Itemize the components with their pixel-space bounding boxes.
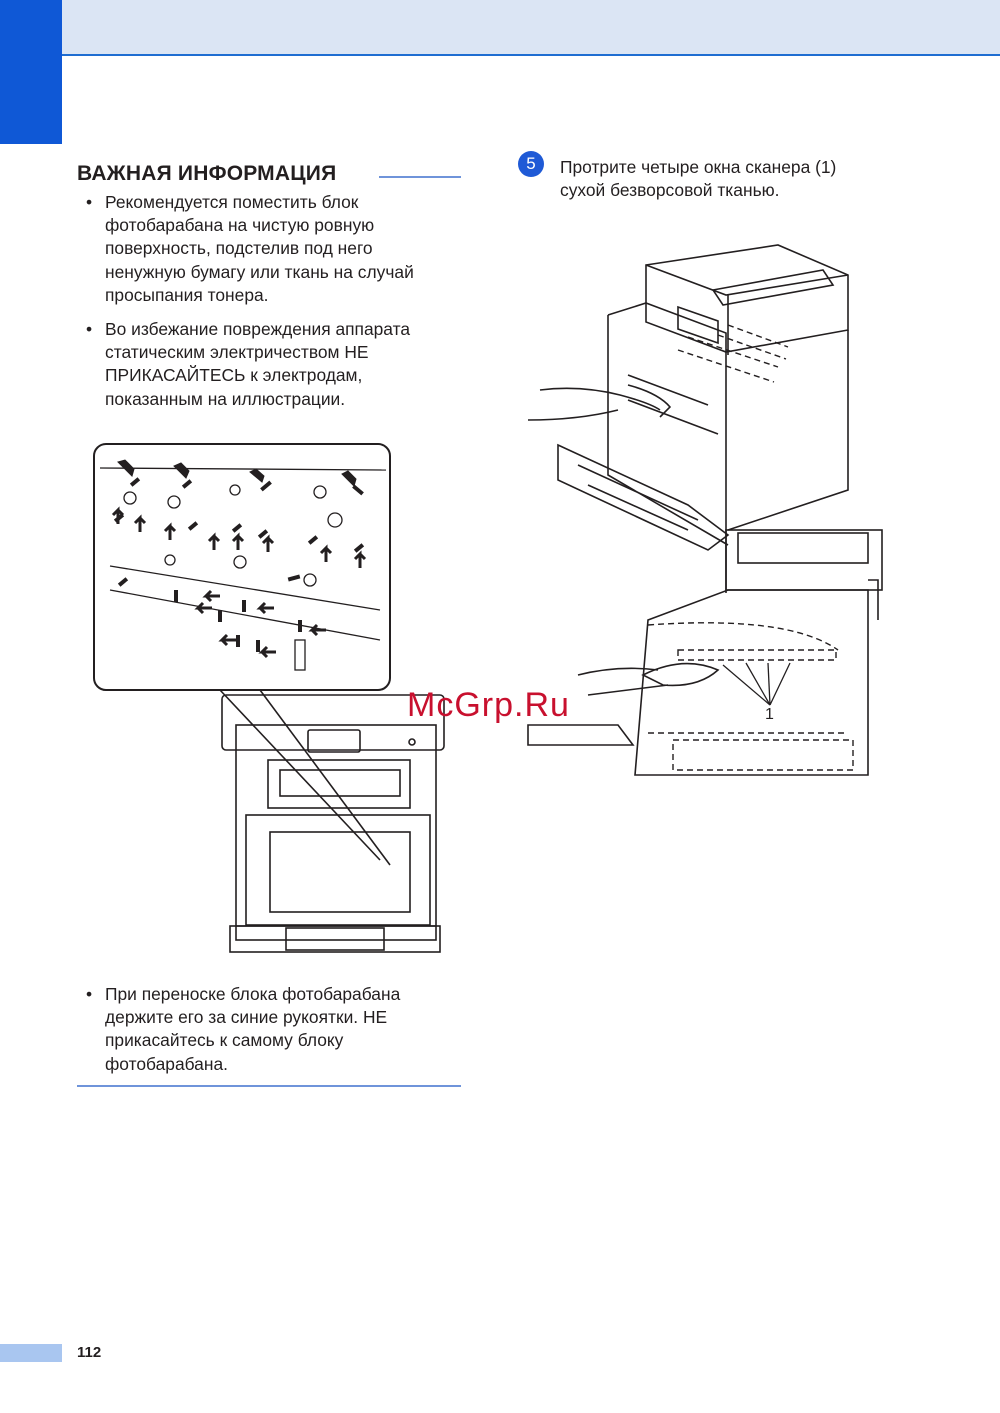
step-number-badge: 5 xyxy=(518,151,544,177)
watermark: McGrp.Ru xyxy=(407,686,570,724)
bullet-text: Рекомендуется поместить блок фотобарабана на чистую ровную поверхность, подстелив под него ненужную бумагу или ткань на случай просыпания тонера. xyxy=(105,192,414,305)
bullet-text: При переноске блока фотобарабана держите его за синие рукоятки. НЕ прикасайтесь к самому блоку фотобарабана. xyxy=(105,984,401,1074)
drum-electrodes-illustration xyxy=(90,440,450,960)
bullet-dot: • xyxy=(86,984,93,1004)
bullet-text: Во избежание повреждения аппарата статическим электричеством НЕ ПРИКАСАЙТЕСЬ к электродам, показанным на иллюстрации. xyxy=(105,319,411,409)
important-bullet-2 xyxy=(86,318,466,411)
important-bullet-3 xyxy=(86,983,466,1076)
page-number: 112 xyxy=(77,1344,102,1361)
chapter-tab xyxy=(0,0,62,144)
callout-label-1: 1 xyxy=(765,706,774,723)
important-bullet-1 xyxy=(86,191,466,307)
important-heading: ВАЖНАЯ ИНФОРМАЦИЯ xyxy=(77,162,337,185)
bullet-dot: • xyxy=(86,319,93,339)
important-bottom-rule xyxy=(77,1085,461,1087)
page-number-bar xyxy=(0,1344,62,1362)
heading-rule xyxy=(379,176,461,178)
header-band xyxy=(62,0,1000,56)
bullet-dot: • xyxy=(86,192,93,212)
scanner-windows-illustration xyxy=(528,225,873,780)
step-instruction: Протрите четыре окна сканера (1) сухой безворсовой тканью. xyxy=(560,157,837,201)
